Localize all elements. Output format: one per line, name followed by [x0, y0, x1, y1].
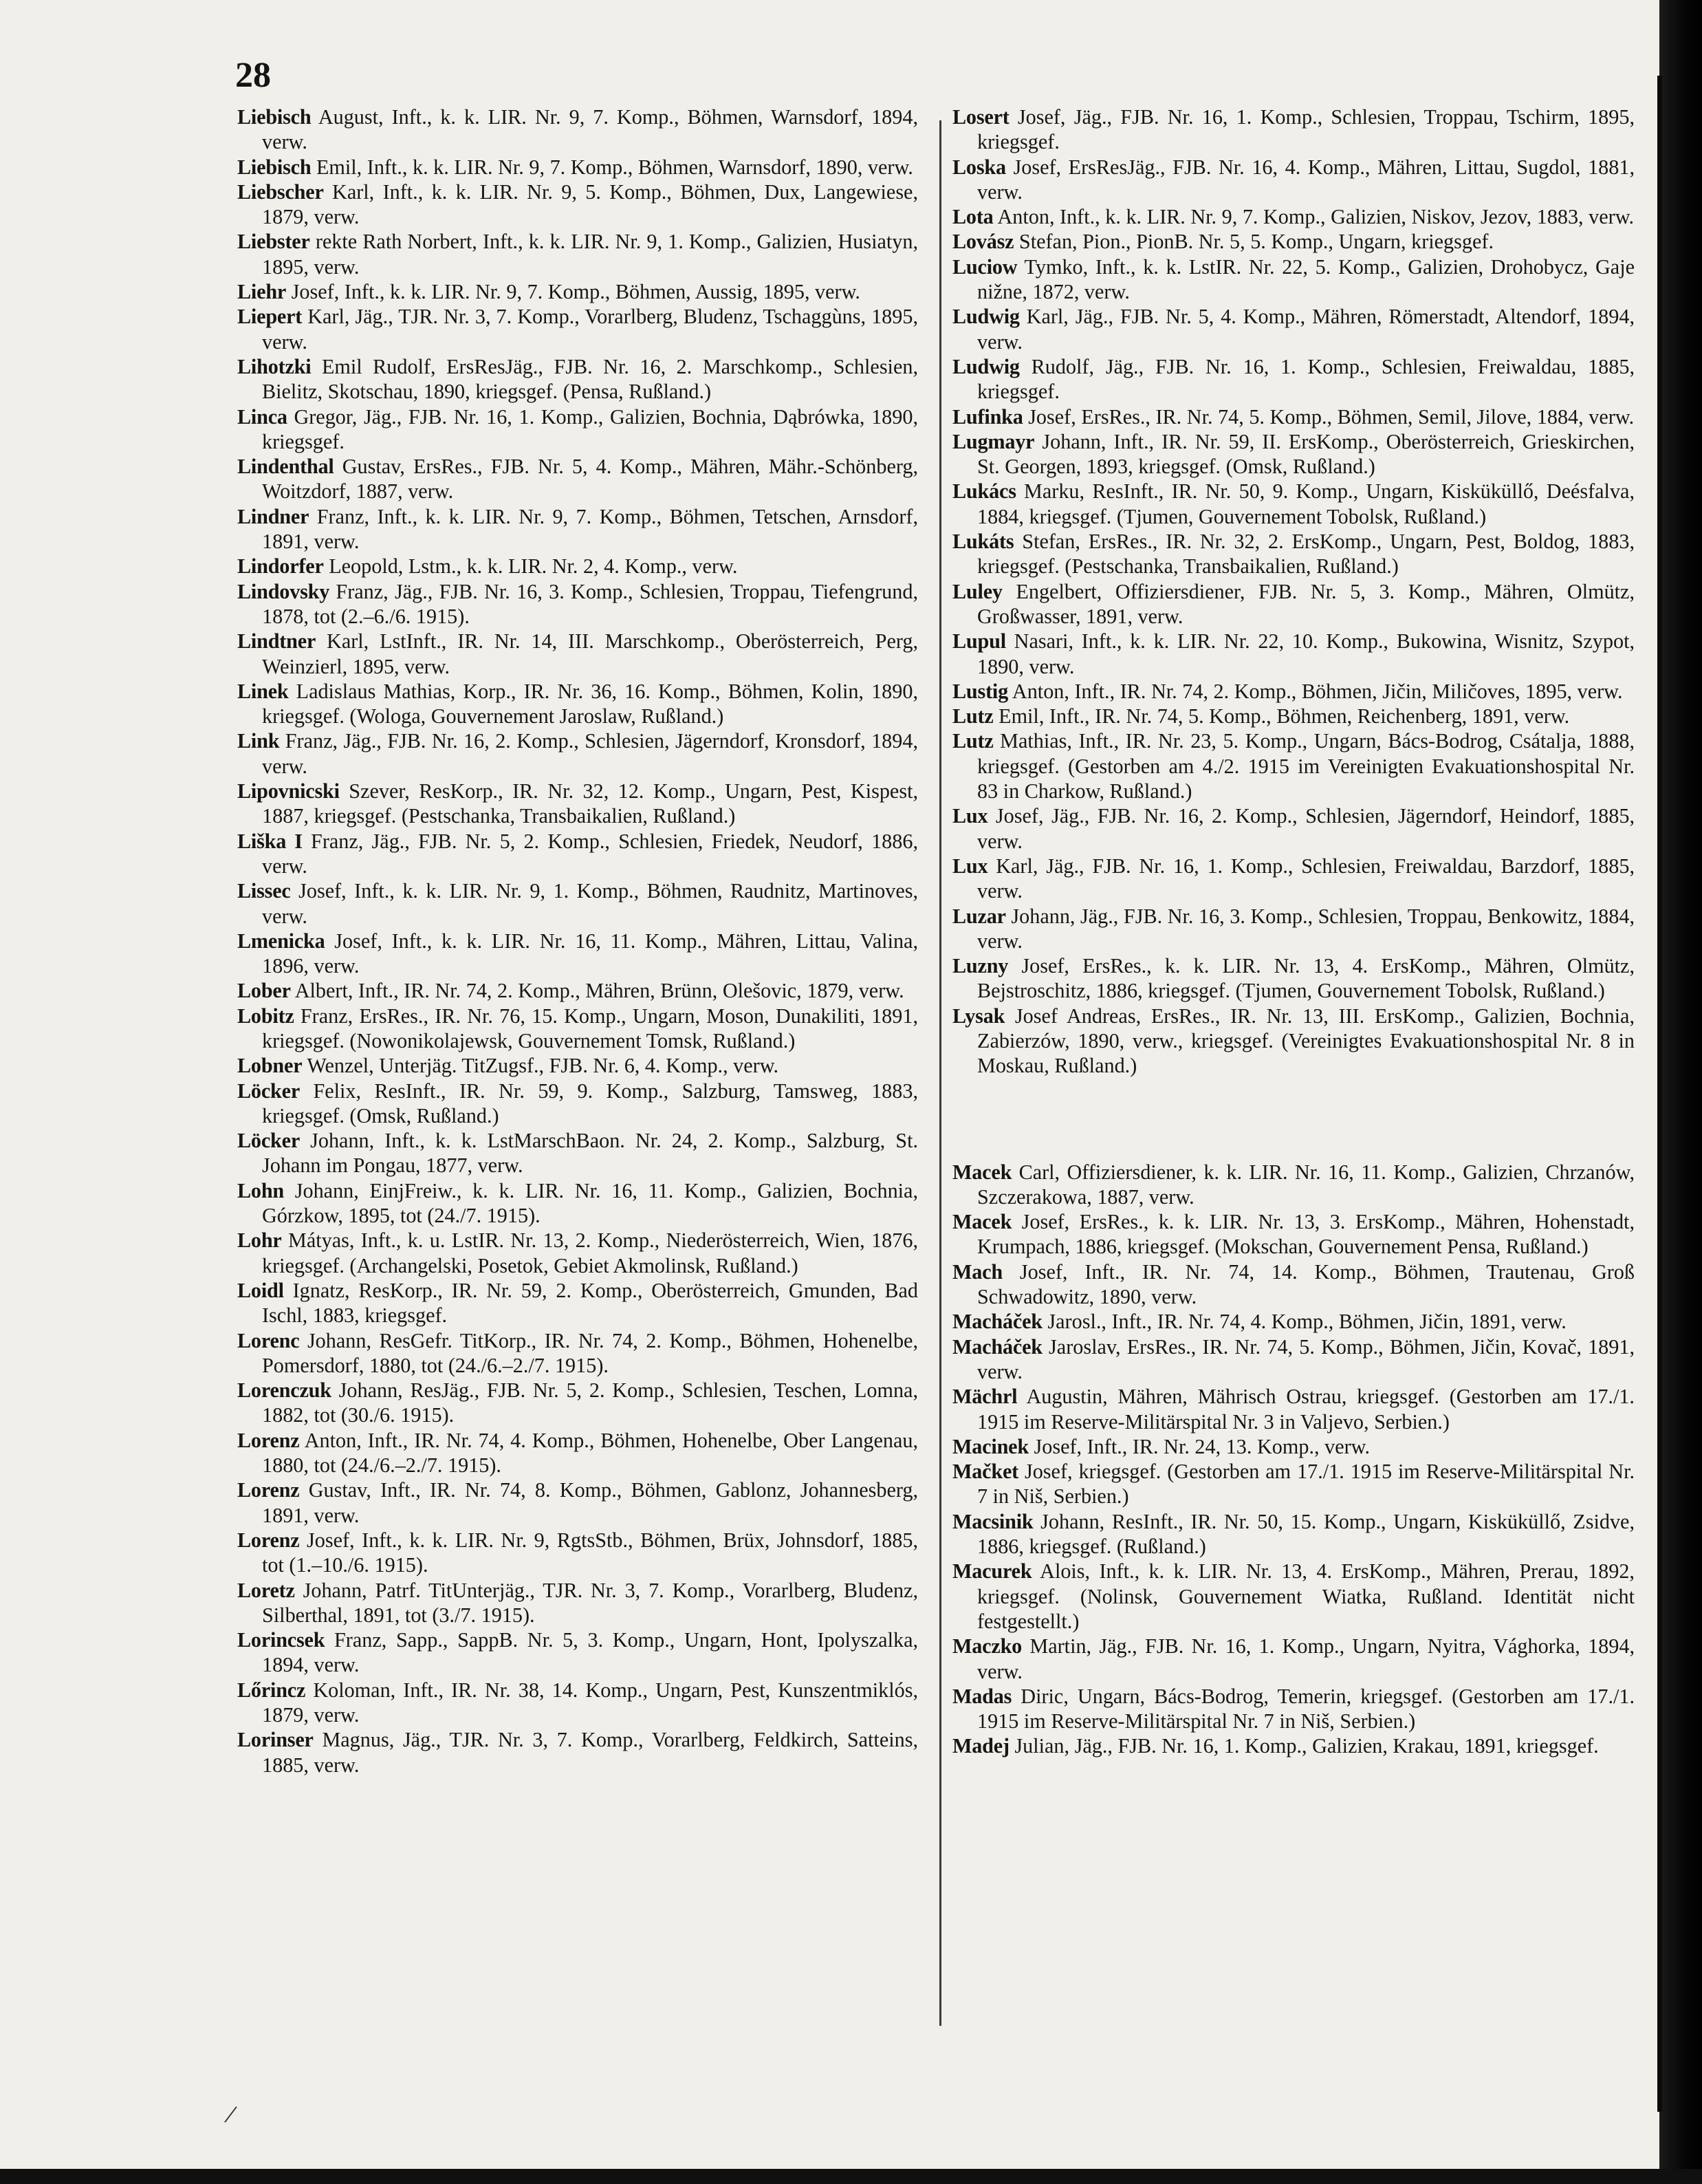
entry-surname: Lindorfer — [237, 554, 324, 579]
entry-surname: Mächrl — [952, 1385, 1018, 1409]
entry-surname: Loska — [952, 155, 1006, 179]
register-entry — [952, 255, 1635, 305]
entry-details: Rudolf, Jäg., FJB. Nr. 16, 1. Komp., Schlesien, Freiwaldau, 1885, kriegsgef. — [977, 354, 1635, 404]
entry-surname: Macinek — [952, 1434, 1029, 1458]
entry-details: Josef, Inft., k. k. LIR. Nr. 9, RgtsStb., Böhmen, Brüx, Johnsdorf, 1885, tot (1.–10./6. 1915). — [262, 1528, 919, 1577]
register-entry — [952, 529, 1635, 579]
register-entry — [237, 1178, 918, 1229]
entry-surname: Lukáts — [952, 530, 1014, 554]
register-entry — [952, 1434, 1635, 1459]
entry-details: Jarosl., Inft., IR. Nr. 74, 4. Komp., Böhmen, Jičin, 1891, verw. — [1047, 1310, 1567, 1334]
entry-surname: Mach — [952, 1259, 1003, 1284]
entry-details: Anton, Inft., k. k. LIR. Nr. 9, 7. Komp., Galizien, Niskov, Jezov, 1883, verw. — [997, 205, 1635, 229]
entry-details: Alois, Inft., k. k. LIR. Nr. 13, 4. ErsKomp., Mähren, Prerau, 1892, kriegsgef. (Nolinsk, Gouvernement Wiatka, Rußland. Identität nicht festgestellt.) — [977, 1559, 1635, 1633]
register-entry — [952, 1309, 1635, 1334]
register-entry — [237, 1678, 918, 1728]
entry-surname: Lutz — [952, 704, 994, 728]
register-entry — [952, 1509, 1635, 1559]
entry-surname: Lindtner — [237, 629, 316, 653]
entry-surname: Loretz — [237, 1578, 295, 1602]
entry-details: Johann, Jäg., FJB. Nr. 16, 3. Komp., Schlesien, Troppau, Benkowitz, 1884, verw. — [977, 904, 1635, 953]
entry-surname: Ludwig — [952, 305, 1020, 329]
entry-details: Carl, Offiziersdiener, k. k. LIR. Nr. 16, 11. Komp., Galizien, Chrzanów, Szczerakowa, 1887, verw. — [977, 1160, 1635, 1209]
register-entry — [237, 1528, 918, 1578]
entry-details: Josef, Inft., k. k. LIR. Nr. 9, 1. Komp., Böhmen, Raudnitz, Martinoves, verw. — [262, 879, 919, 928]
register-entry — [237, 504, 918, 554]
register-entry — [237, 354, 918, 404]
register-entry — [237, 1004, 918, 1054]
entry-surname: Lupul — [952, 629, 1006, 653]
register-entry — [952, 704, 1635, 728]
entry-surname: Lorenz — [237, 1528, 300, 1552]
entry-details: Johann, Inft., k. k. LstMarschBaon. Nr. 24, 2. Komp., Salzburg, St. Johann im Pongau, 1877, verw. — [262, 1129, 919, 1178]
entry-details: Tymko, Inft., k. k. LstIR. Nr. 22, 5. Komp., Galizien, Drohobycz, Gaje nižne, 1872, verw. — [977, 255, 1635, 304]
register-entry — [237, 1578, 918, 1628]
entry-details: Emil, Inft., k. k. LIR. Nr. 9, 7. Komp., Böhmen, Warnsdorf, 1890, verw. — [316, 155, 913, 179]
entry-details: Jaroslav, ErsRes., IR. Nr. 74, 5. Komp., Böhmen, Jičin, Kovač, 1891, verw. — [977, 1334, 1635, 1383]
register-entry — [952, 1384, 1635, 1434]
entries-group-m — [952, 1160, 1635, 1759]
entry-details: Josef, Inft., IR. Nr. 24, 13. Komp., verw. — [1034, 1434, 1371, 1458]
entry-details: Diric, Ungarn, Bács-Bodrog, Temerin, kriegsgef. (Gestorben am 17./1. 1915 im Reserve-Militärspital Nr. 7 in Niš, Serbien.) — [977, 1684, 1635, 1733]
register-entry — [952, 1004, 1635, 1079]
entry-surname: Löcker — [237, 1129, 301, 1153]
entry-details: Anton, Inft., IR. Nr. 74, 4. Komp., Böhmen, Hohenelbe, Ober Langenau, 1880, tot (24./6.–2./7. 1915). — [262, 1428, 918, 1478]
entry-surname: Liehr — [237, 280, 287, 304]
register-entry — [952, 579, 1635, 629]
entry-surname: Lorenczuk — [237, 1378, 331, 1403]
entry-surname: Lohn — [237, 1178, 285, 1202]
register-entry — [237, 304, 918, 354]
entry-surname: Luzny — [952, 954, 1009, 978]
entry-surname: Liebisch — [237, 155, 312, 179]
entry-surname: Lőrincz — [237, 1678, 306, 1702]
register-entry — [237, 229, 918, 279]
entry-surname: Lindovsky — [237, 579, 330, 603]
entry-surname: Linca — [237, 404, 287, 429]
entry-surname: Macháček — [952, 1310, 1043, 1334]
entry-details: Johann, ResJäg., FJB. Nr. 5, 2. Komp., Schlesien, Teschen, Lomna, 1882, tot (30./6. 1915). — [262, 1378, 918, 1427]
entry-surname: Macháček — [952, 1334, 1043, 1359]
entry-surname: Luley — [952, 579, 1003, 603]
register-entry — [952, 204, 1635, 229]
entry-surname: Lota — [952, 205, 994, 229]
section-gap — [952, 1079, 1635, 1160]
entry-surname: Lobner — [237, 1054, 303, 1078]
entry-details: Marku, ResInft., IR. Nr. 50, 9. Komp., Ungarn, Kisküküllő, Deésfalva, 1884, kriegsgef. (Tjumen, Gouvernement Tobolsk, Rußland.) — [977, 479, 1635, 528]
left-column — [237, 105, 918, 1777]
register-entry — [237, 728, 918, 779]
entry-details: Josef, Inft., k. k. LIR. Nr. 9, 7. Komp., Böhmen, Aussig, 1895, verw. — [291, 280, 860, 304]
register-entry — [952, 1459, 1635, 1509]
entry-details: Gregor, Jäg., FJB. Nr. 16, 1. Komp., Galizien, Bochnia, Dąbrówka, 1890, kriegsgef. — [262, 404, 919, 453]
register-entry — [237, 978, 918, 1003]
register-entry — [237, 279, 918, 304]
entry-details: Szever, ResKorp., IR. Nr. 32, 12. Komp., Ungarn, Pest, Kispest, 1887, kriegsgef. (Pestschanka, Transbaikalien, Rußland.) — [262, 779, 918, 828]
entry-surname: Lugmayr — [952, 429, 1035, 453]
register-entry — [952, 229, 1635, 254]
entry-surname: Liška I — [237, 829, 303, 853]
entry-surname: Madej — [952, 1734, 1010, 1758]
register-entry — [237, 1128, 918, 1178]
entry-details: Franz, Jäg., FJB. Nr. 16, 3. Komp., Schlesien, Troppau, Tiefengrund, 1878, tot (2.–6./6. 1915). — [262, 579, 918, 628]
entry-details: Johann, EinjFreiw., k. k. LIR. Nr. 16, 11. Komp., Galizien, Bochnia, Górzkow, 1895, tot (24./7. 1915). — [262, 1178, 919, 1228]
entry-details: Franz, Inft., k. k. LIR. Nr. 9, 7. Komp., Böhmen, Tetschen, Arnsdorf, 1891, verw. — [262, 504, 918, 554]
entry-surname: Lorenz — [237, 1428, 300, 1452]
entry-surname: Luciow — [952, 255, 1018, 279]
entry-surname: Lufinka — [952, 404, 1023, 429]
scan-border-bottom — [0, 2169, 1702, 2184]
register-entry — [952, 1209, 1635, 1259]
register-entry — [952, 1334, 1635, 1385]
entry-details: Martin, Jäg., FJB. Nr. 16, 1. Komp., Ungarn, Nyitra, Vághorka, 1894, verw. — [977, 1634, 1635, 1683]
register-entry — [237, 679, 918, 729]
register-entry — [952, 304, 1635, 354]
entry-surname: Lihotzki — [237, 354, 312, 378]
register-entry — [952, 1733, 1635, 1758]
register-entry — [952, 1559, 1635, 1634]
register-entry — [237, 1079, 918, 1129]
entry-details: Gustav, ErsRes., FJB. Nr. 5, 4. Komp., Mähren, Mähr.-Schönberg, Woitzdorf, 1887, verw. — [262, 455, 919, 504]
entry-details: Johann, Inft., IR. Nr. 59, II. ErsKomp., Oberösterreich, Grieskirchen, St. Georgen, 1893, kriegsgef. (Omsk, Rußland.) — [977, 429, 1635, 479]
register-entry — [237, 629, 918, 679]
entry-details: August, Inft., k. k. LIR. Nr. 9, 7. Komp., Böhmen, Warnsdorf, 1894, verw. — [262, 105, 919, 154]
entry-details: Franz, ErsRes., IR. Nr. 76, 15. Komp., Ungarn, Moson, Dunakiliti, 1891, kriegsgef. (Nowonikolajewsk, Gouvernement Tomsk, Rußland.) — [262, 1004, 918, 1052]
entry-details: Felix, ResInft., IR. Nr. 59, 9. Komp., Salzburg, Tamsweg, 1883, kriegsgef. (Omsk, Rußland.) — [262, 1079, 918, 1127]
register-entry — [237, 180, 918, 230]
entry-details: Wenzel, Unterjäg. TitZugsf., FJB. Nr. 6, 4. Komp., verw. — [307, 1054, 779, 1078]
entry-details: Johann, ResInft., IR. Nr. 50, 15. Komp., Ungarn, Kisküküllő, Zsidve, 1886, kriegsgef. (Rußland.) — [977, 1509, 1635, 1559]
register-entry — [952, 728, 1635, 803]
register-entry — [237, 1053, 918, 1078]
entry-details: Josef, ErsRes., IR. Nr. 74, 5. Komp., Böhmen, Semil, Jilove, 1884, verw. — [1028, 404, 1635, 429]
entry-surname: Lukács — [952, 479, 1016, 504]
entry-surname: Lipovnicski — [237, 779, 340, 803]
entry-surname: Lindenthal — [237, 455, 334, 479]
entry-surname: Lorenz — [237, 1478, 300, 1502]
entry-details: Engelbert, Offiziersdiener, FJB. Nr. 5, 3. Komp., Mähren, Olmütz, Großwasser, 1891, verw. — [977, 579, 1635, 628]
entry-surname: Liebisch — [237, 105, 312, 129]
register-entry — [237, 1328, 918, 1378]
entry-details: Magnus, Jäg., TJR. Nr. 3, 7. Komp., Vorarlberg, Feldkirch, Satteins, 1885, verw. — [262, 1728, 918, 1777]
entry-surname: Lustig — [952, 679, 1009, 703]
entry-details: Franz, Jäg., FJB. Nr. 16, 2. Komp., Schlesien, Jägerndorf, Kronsdorf, 1894, verw. — [262, 729, 919, 778]
entry-details: Nasari, Inft., k. k. LIR. Nr. 22, 10. Komp., Bukowina, Wisnitz, Szypot, 1890, verw. — [977, 629, 1635, 678]
entry-surname: Lorenc — [237, 1328, 300, 1352]
entry-surname: Lissec — [237, 879, 291, 903]
entry-details: Stefan, ErsRes., IR. Nr. 32, 2. ErsKomp., Ungarn, Pest, Boldog, 1883, kriegsgef. (Pestschanka, Transbaikalien, Rußland.) — [977, 530, 1635, 579]
entry-details: Josef, Jäg., FJB. Nr. 16, 1. Komp., Schlesien, Troppau, Tschirm, 1895, kriegsgef. — [977, 105, 1635, 154]
entry-details: Mátyas, Inft., k. u. LstIR. Nr. 13, 2. Komp., Niederösterreich, Wien, 1876, kriegsgef. (Archangelski, Posetok, Gebiet Akmolinsk, Rußland.) — [262, 1229, 918, 1277]
scan-border-rule — [1657, 76, 1662, 2112]
register-entry — [237, 579, 918, 629]
register-entry — [237, 155, 918, 180]
entry-details: Josef, ErsResJäg., FJB. Nr. 16, 4. Komp., Mähren, Littau, Sugdol, 1881, verw. — [977, 155, 1635, 204]
register-entry — [952, 803, 1635, 854]
entry-surname: Lovász — [952, 230, 1014, 254]
entry-surname: Liebscher — [237, 180, 324, 204]
stray-pen-mark: / — [222, 2098, 239, 2130]
entry-surname: Losert — [952, 105, 1010, 129]
entry-details: Ladislaus Mathias, Korp., IR. Nr. 36, 16. Komp., Böhmen, Kolin, 1890, kriegsgef. (Wologa, Gouvernement Jaroslaw, Rußland.) — [262, 679, 919, 728]
entry-details: Karl, Jäg., TJR. Nr. 3, 7. Komp., Vorarlberg, Bludenz, Tschaggùns, 1895, verw. — [262, 305, 919, 354]
entry-surname: Lux — [952, 854, 988, 878]
register-entry — [237, 554, 918, 579]
entry-surname: Lorincsek — [237, 1628, 325, 1652]
register-entry — [952, 679, 1635, 704]
entry-details: Johann, ResGefr. TitKorp., IR. Nr. 74, 2. Komp., Böhmen, Hohenelbe, Pomersdorf, 1880, tot (24./6.–2./7. 1915). — [262, 1328, 918, 1377]
register-entry — [952, 854, 1635, 904]
entry-surname: Lober — [237, 979, 291, 1003]
entry-details: Stefan, Pion., PionB. Nr. 5, 5. Komp., Ungarn, kriegsgef. — [1018, 230, 1494, 254]
register-entry — [952, 105, 1635, 155]
entry-details: Mathias, Inft., IR. Nr. 23, 5. Komp., Ungarn, Bács-Bodrog, Csátalja, 1888, kriegsgef. (Gestorben am 4./2. 1915 im Vereinigten Evakuationshospital Nr. 83 in Charkow, Rußland.) — [977, 729, 1635, 803]
register-entry — [237, 779, 918, 829]
entry-details: Franz, Jäg., FJB. Nr. 5, 2. Komp., Schlesien, Friedek, Neudorf, 1886, verw. — [262, 829, 919, 878]
register-entry — [952, 953, 1635, 1004]
entry-details: rekte Rath Norbert, Inft., k. k. LIR. Nr. 9, 1. Komp., Galizien, Husiatyn, 1895, verw. — [262, 230, 919, 279]
entry-surname: Lohr — [237, 1229, 282, 1253]
entry-details: Gustav, Inft., IR. Nr. 74, 8. Komp., Böhmen, Gablonz, Johannesberg, 1891, verw. — [262, 1478, 919, 1527]
register-entry — [952, 904, 1635, 954]
entry-details: Karl, Jäg., FJB. Nr. 5, 4. Komp., Mähren, Römerstadt, Altendorf, 1894, verw. — [977, 305, 1635, 354]
entry-details: Josef, Inft., IR. Nr. 74, 14. Komp., Böhmen, Trautenau, Groß Schwadowitz, 1890, verw. — [977, 1259, 1635, 1309]
entry-details: Josef, kriegsgef. (Gestorben am 17./1. 1915 im Reserve-Militärspital Nr. 7 in Niš, Serbien.) — [977, 1460, 1635, 1509]
entry-surname: Lmenicka — [237, 929, 325, 953]
register-entry — [237, 829, 918, 879]
register-entry — [952, 429, 1635, 479]
register-entry — [237, 878, 918, 929]
entry-surname: Löcker — [237, 1079, 301, 1103]
entry-details: Anton, Inft., IR. Nr. 74, 2. Komp., Böhmen, Jičin, Miličoves, 1895, verw. — [1012, 679, 1623, 703]
entry-surname: Madas — [952, 1684, 1012, 1708]
entry-surname: Ludwig — [952, 354, 1020, 378]
entry-details: Ignatz, ResKorp., IR. Nr. 59, 2. Komp., Oberösterreich, Gmunden, Bad Ischl, 1883, kriegsgef. — [262, 1278, 918, 1328]
register-entry — [952, 1684, 1635, 1734]
entry-surname: Luzar — [952, 904, 1006, 928]
entries-group-l — [952, 105, 1635, 1079]
entry-surname: Mačket — [952, 1460, 1019, 1484]
register-entry — [952, 629, 1635, 679]
entry-surname: Liepert — [237, 305, 303, 329]
register-entry — [237, 1727, 918, 1777]
entry-details: Karl, Inft., k. k. LIR. Nr. 9, 5. Komp., Böhmen, Dux, Langewiese, 1879, verw. — [262, 180, 919, 229]
entry-details: Josef, ErsRes., k. k. LIR. Nr. 13, 4. ErsKomp., Mähren, Olmütz, Bejstroschitz, 1886, kriegsgef. (Tjumen, Gouvernement Tobolsk, Rußland.) — [977, 954, 1635, 1003]
entry-details: Karl, LstInft., IR. Nr. 14, III. Marschkomp., Oberösterreich, Perg, Weinzierl, 1895, verw. — [262, 629, 918, 678]
register-entry — [237, 1278, 918, 1328]
register-entry — [952, 1160, 1635, 1210]
entry-details: Emil, Inft., IR. Nr. 74, 5. Komp., Böhmen, Reichenberg, 1891, verw. — [999, 704, 1570, 728]
register-entry — [952, 155, 1635, 205]
register-entry — [237, 404, 918, 455]
entry-surname: Link — [237, 729, 280, 753]
register-entry — [952, 1634, 1635, 1684]
entry-details: Karl, Jäg., FJB. Nr. 16, 1. Komp., Schlesien, Freiwaldau, Barzdorf, 1885, verw. — [977, 854, 1635, 903]
entry-surname: Lobitz — [237, 1004, 294, 1028]
entry-details: Josef, Inft., k. k. LIR. Nr. 16, 11. Komp., Mähren, Littau, Valina, 1896, verw. — [262, 929, 918, 978]
column-divider — [939, 120, 941, 2026]
entry-details: Josef Andreas, ErsRes., IR. Nr. 13, III. ErsKomp., Galizien, Bochnia, Zabierzów, 1890, verw., kriegsgef. (Vereinigtes Evakuationshospital Nr. 8 in Moskau, Rußland.) — [977, 1004, 1635, 1078]
register-entry — [952, 404, 1635, 429]
entry-surname: Lux — [952, 804, 988, 828]
entry-surname: Lysak — [952, 1004, 1005, 1028]
entry-details: Franz, Sapp., SappB. Nr. 5, 3. Komp., Ungarn, Hont, Ipolyszalka, 1894, verw. — [262, 1628, 919, 1677]
register-entry — [237, 929, 918, 979]
register-entry — [952, 479, 1635, 529]
register-entry — [237, 1378, 918, 1428]
right-column — [952, 105, 1635, 1759]
scan-border-right — [1659, 0, 1702, 2184]
entry-surname: Loidl — [237, 1278, 284, 1302]
entry-surname: Macurek — [952, 1559, 1032, 1583]
entry-details: Josef, ErsRes., k. k. LIR. Nr. 13, 3. ErsKomp., Mähren, Hohenstadt, Krumpach, 1886, kriegsgef. (Mokschan, Gouvernement Pensa, Rußland.) — [977, 1210, 1635, 1259]
entry-surname: Lutz — [952, 729, 994, 753]
entry-details: Leopold, Lstm., k. k. LIR. Nr. 2, 4. Komp., verw. — [329, 554, 738, 579]
entry-surname: Macek — [952, 1160, 1012, 1184]
entry-surname: Lindner — [237, 504, 309, 528]
register-entry — [237, 105, 918, 155]
entry-surname: Maczko — [952, 1634, 1023, 1658]
entry-details: Koloman, Inft., IR. Nr. 38, 14. Komp., Ungarn, Pest, Kunszentmiklós, 1879, verw. — [262, 1678, 919, 1727]
entry-details: Albert, Inft., IR. Nr. 74, 2. Komp., Mähren, Brünn, Olešovic, 1879, verw. — [294, 979, 904, 1003]
register-entry — [237, 1628, 918, 1678]
register-entry — [952, 1259, 1635, 1310]
register-entry — [237, 454, 918, 504]
register-entry — [952, 354, 1635, 404]
entry-surname: Linek — [237, 679, 289, 703]
entry-details: Emil Rudolf, ErsResJäg., FJB. Nr. 16, 2. Marschkomp., Schlesien, Bielitz, Skotschau, 1890, kriegsgef. (Pensa, Rußland.) — [262, 354, 918, 404]
register-entry — [237, 1228, 918, 1278]
entry-surname: Liebster — [237, 230, 310, 254]
entry-details: Augustin, Mähren, Mährisch Ostrau, kriegsgef. (Gestorben am 17./1. 1915 im Reserve-Militärspital Nr. 3 in Valjevo, Serbien.) — [977, 1385, 1635, 1434]
entry-details: Josef, Jäg., FJB. Nr. 16, 2. Komp., Schlesien, Jägerndorf, Heindorf, 1885, verw. — [977, 804, 1635, 853]
register-entry — [237, 1428, 918, 1478]
page-number: 28 — [235, 56, 271, 95]
entry-details: Julian, Jäg., FJB. Nr. 16, 1. Komp., Galizien, Krakau, 1891, kriegsgef. — [1014, 1734, 1599, 1758]
register-entry — [237, 1478, 918, 1528]
entry-surname: Macsinik — [952, 1509, 1034, 1533]
entry-surname: Lorinser — [237, 1728, 314, 1752]
entry-surname: Macek — [952, 1210, 1012, 1234]
entry-details: Johann, Patrf. TitUnterjäg., TJR. Nr. 3, 7. Komp., Vorarlberg, Bludenz, Silberthal, 1891, tot (3./7. 1915). — [262, 1578, 919, 1627]
